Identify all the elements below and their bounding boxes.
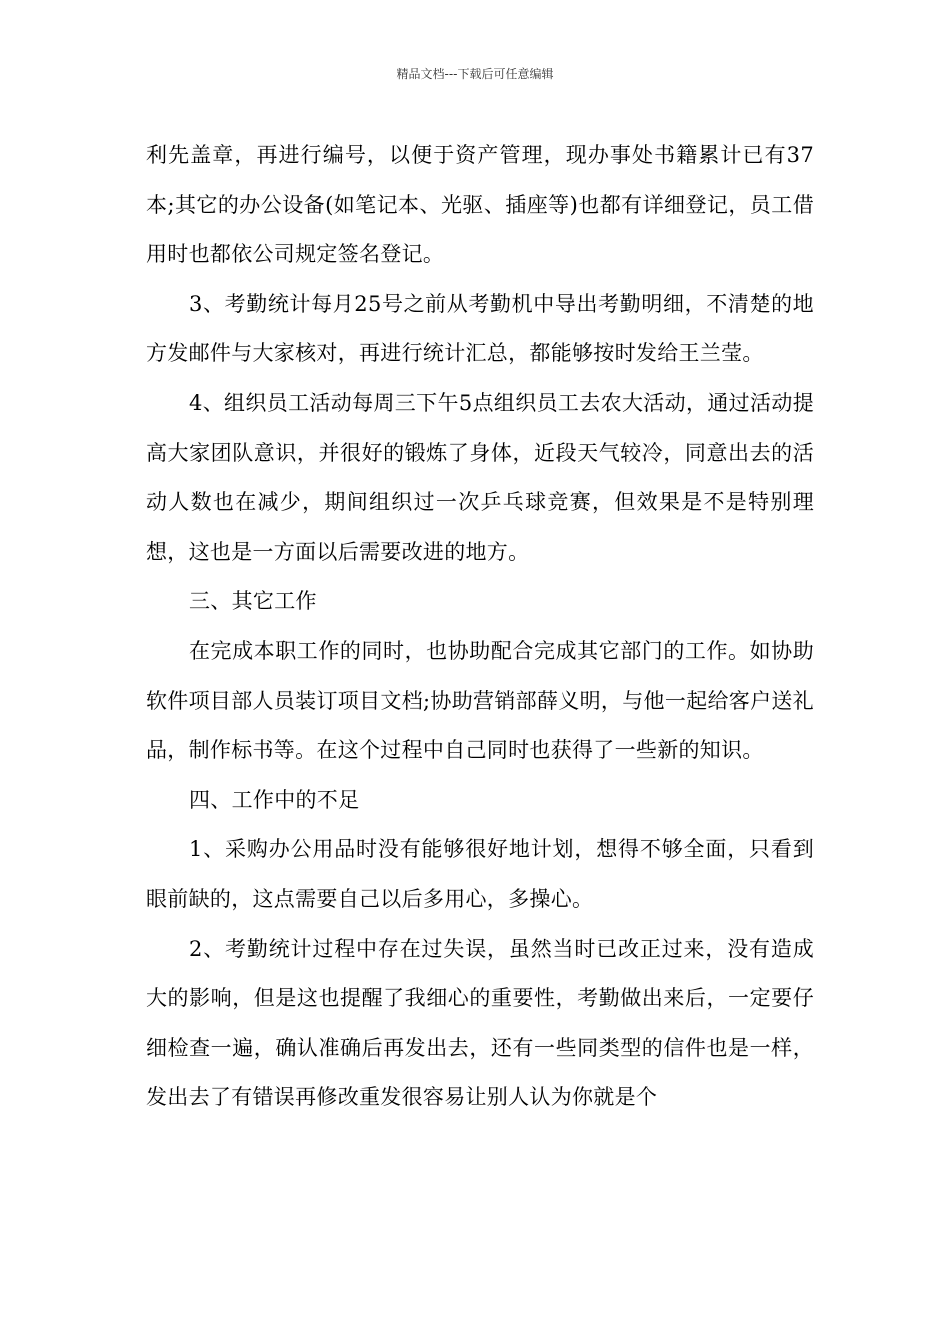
paragraph-continuation: 利先盖章，再进行编号，以便于资产管理，现办事处书籍累计已有37本;其它的办公设备(如笔记本、光驱、插座等)也都有详细登记，员工借用时也都依公司规定签名登记。 xyxy=(146,143,814,267)
paragraph-other-work: 在完成本职工作的同时，也协助配合完成其它部门的工作。如协助软件项目部人员装订项目文档;协助营销部薛义明，与他一起给客户送礼品，制作标书等。在这个过程中自己同时也获得了一些新的知识。 xyxy=(146,638,814,763)
paragraph-shortcoming-1: 1、采购办公用品时没有能够很好地计划，想得不够全面，只看到眼前缺的，这点需要自己以后多用心，多操心。 xyxy=(146,837,814,911)
paragraph-activities: 4、组织员工活动每周三下午5点组织员工去农大活动，通过活动提高大家团队意识，并很好的锻炼了身体，近段天气较冷，同意出去的活动人数也在减少，期间组织过一次乒乓球竞赛，但效果是不是特别理想，这也是一方面以后需要改进的地方。 xyxy=(146,390,814,564)
section-heading-shortcomings: 四、工作中的不足 xyxy=(189,787,360,812)
paragraph-attendance: 3、考勤统计每月25号之前从考勤机中导出考勤明细，不清楚的地方发邮件与大家核对，再进行统计汇总，都能够按时发给王兰莹。 xyxy=(146,291,814,366)
paragraph-shortcoming-2: 2、考勤统计过程中存在过失误，虽然当时已改正过来，没有造成大的影响，但是这也提醒了我细心的重要性，考勤做出来后，一定要仔细检查一遍，确认准确后再发出去，还有一些同类型的信件也是一样，发出去了有错误再修改重发很容易让别人认为你就是个 xyxy=(146,936,814,1110)
page-header: 精品文档---下载后可任意编辑 xyxy=(396,67,554,81)
document-body xyxy=(146,131,814,1123)
section-heading-other-work: 三、其它工作 xyxy=(189,589,317,614)
